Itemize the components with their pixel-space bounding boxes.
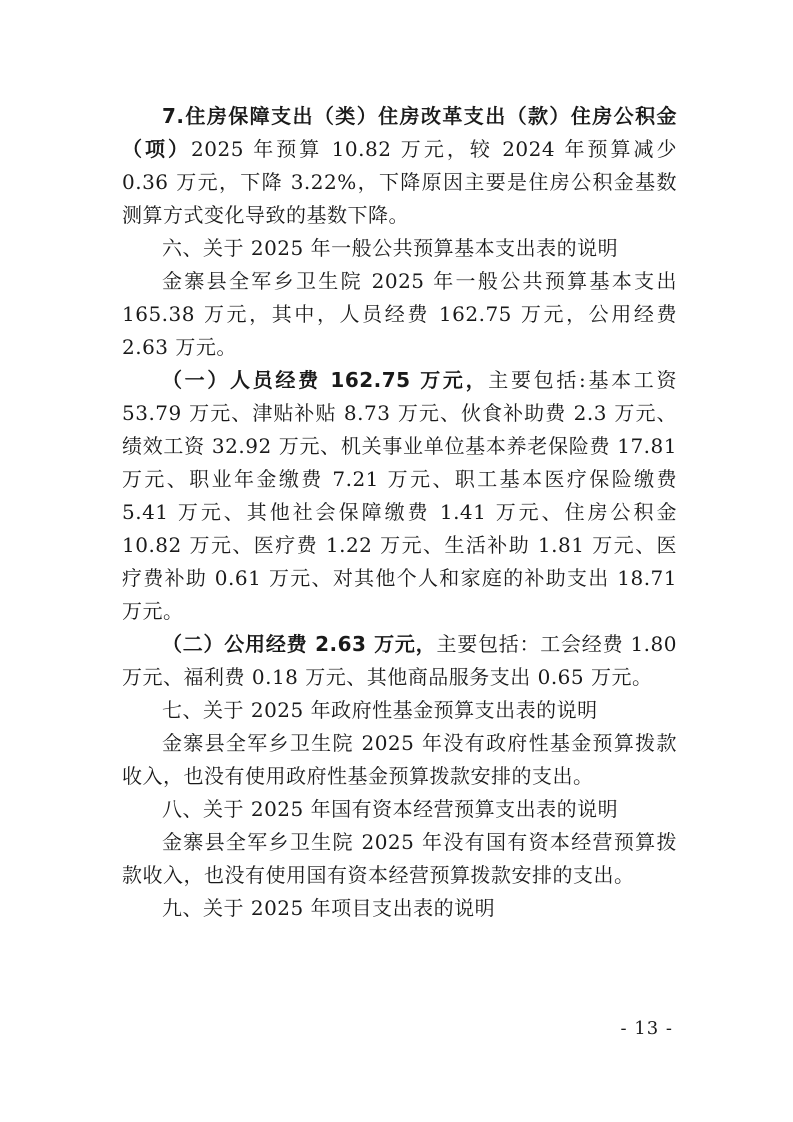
page-number: - 13 - [620,1018,673,1039]
item7-bold-lead: 7.住房保障支出（类）住房改革支出（款）住房公积金（项） [122,104,677,161]
section-heading-6: 六、关于 2025 年一般公共预算基本支出表的说明 [162,236,619,260]
personnel-expenses-bold-lead: （一）人员经费 162.75 万元， [162,368,489,392]
paragraph-personnel-expenses [122,364,677,628]
paragraph-state-capital: 金寨县全军乡卫生院 2025 年没有国有资本经营预算拨款收入，也没有使用国有资本经营预算拨款安排的支出。 [122,830,677,887]
section-heading-7: 七、关于 2025 年政府性基金预算支出表的说明 [162,698,598,722]
public-expenses-text: 主要包括：工会经费 1.80 万元、福利费 0.18 万元、其他商品服务支出 0.65 万元。 [122,632,677,689]
section-heading-9: 九、关于 2025 年项目支出表的说明 [162,896,496,920]
paragraph-government-fund: 金寨县全军乡卫生院 2025 年没有政府性基金预算拨款收入，也没有使用政府性基金预算拨款安排的支出。 [122,731,677,788]
paragraph-item7 [122,100,677,232]
document-body [122,100,677,925]
public-expenses-bold-lead: （二）公用经费 2.63 万元， [162,632,437,656]
section-heading-8: 八、关于 2025 年国有资本经营预算支出表的说明 [162,797,619,821]
paragraph-basic-expenditure: 金寨县全军乡卫生院 2025 年一般公共预算基本支出 165.38 万元，其中，人员经费 162.75 万元，公用经费 2.63 万元。 [122,269,677,359]
personnel-expenses-text: 主要包括:基本工资 53.79 万元、津贴补贴 8.73 万元、伙食补助费 2.3 万元、绩效工资 32.92 万元、机关事业单位基本养老保险费 17.81 万元、职业年金缴费 7.21 万元、职工基本医疗保险缴费 5.41 万元、其他社会保障缴费 1.41 万元、住房公积金 10.82 万元、医疗费 1.22 万元、生活补助 1.81 万元、医疗费补助 0.61 万元、对其他个人和家庭的补助支出 18.71 万元。 [122,368,677,623]
item7-text: 2025 年预算 10.82 万元，较 2024 年预算减少 0.36 万元，下降 3.22%，下降原因主要是住房公积金基数测算方式变化导致的基数下降。 [122,137,678,227]
paragraph-public-expenses [122,628,677,694]
